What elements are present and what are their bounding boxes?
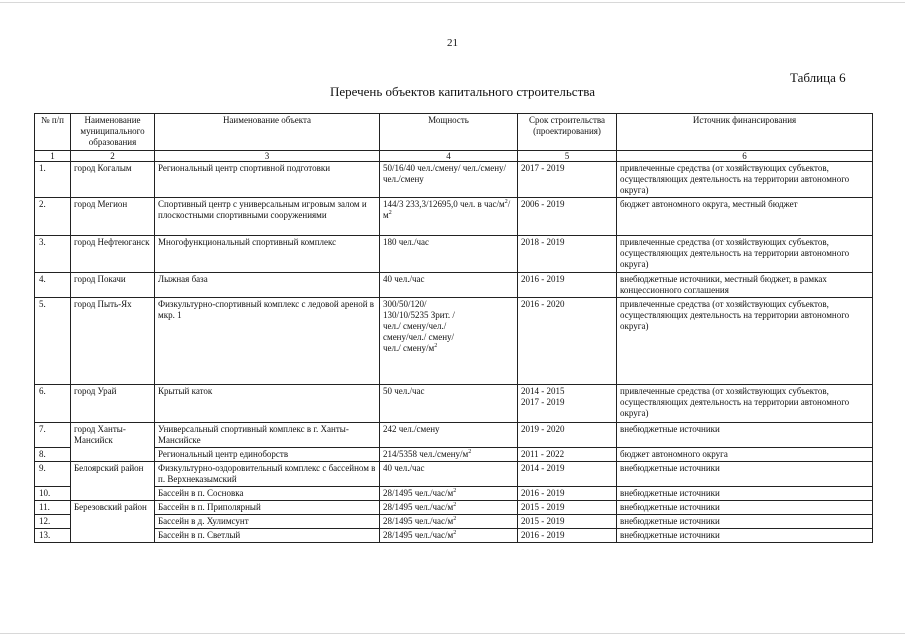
row-number: 7.: [35, 423, 71, 448]
header-capacity: Мощность: [380, 114, 518, 151]
capacity-cell: 28/1495 $чел./час/м^2$: [380, 529, 518, 543]
row-number: 13.: [35, 529, 71, 543]
header-row: [35, 114, 873, 151]
period-cell: 2019 - 2020: [518, 423, 617, 448]
header-source: Источник финансирования: [617, 114, 873, 151]
header-num: № п/п: [35, 114, 71, 151]
table-row: [35, 273, 873, 298]
source-cell: внебюджетные источники: [617, 423, 873, 448]
period-cell: 2018 - 2019: [518, 236, 617, 273]
object-cell: Физкультурно-спортивный комплекс с ледовой ареной в мкр. 1: [155, 298, 380, 385]
header-object: Наименование объекта: [155, 114, 380, 151]
source-cell: привлеченные средства (от хозяйствующих субъектов, осуществляющих деятельность на территории автономного округа): [617, 385, 873, 423]
table-row: [35, 487, 873, 501]
municipality-cell: город Пыть-Ях: [71, 298, 155, 385]
table-row: [35, 236, 873, 273]
column-number: 3: [155, 151, 380, 162]
row-number: 10.: [35, 487, 71, 501]
municipality-cell: город Покачи: [71, 273, 155, 298]
period-cell: 2017 - 2019: [518, 162, 617, 198]
table-row: [35, 162, 873, 198]
period-cell: 2015 - 2019: [518, 515, 617, 529]
period-cell: 2016 - 2020: [518, 298, 617, 385]
row-number: 2.: [35, 198, 71, 236]
object-cell: Физкультурно-оздоровительный комплекс с бассейном в п. Верхнеказымский: [155, 462, 380, 487]
capacity-cell: 144/3 233,3/12695,0 чел. в час/$м^2/м^2$: [380, 198, 518, 236]
table-label: Таблица 6: [790, 70, 846, 85]
capacity-cell: 300/50/120/ 130/10/5235 Зрит. /чел./ смену/чел./ смену/чел./ смену/чел./ смену/$м^2$: [380, 298, 518, 385]
period-cell: 2011 - 2022: [518, 448, 617, 462]
scan-edge-top: [0, 2, 905, 3]
source-cell: привлеченные средства (от хозяйствующих субъектов, осуществляющих деятельность на территории автономного округа): [617, 162, 873, 198]
source-cell: внебюджетные источники: [617, 501, 873, 515]
table-row: [35, 385, 873, 423]
table-row: [35, 529, 873, 543]
capacity-cell: 28/1495 $чел./час/м^2$: [380, 501, 518, 515]
period-cell: 2016 - 2019: [518, 273, 617, 298]
municipality-cell: Белоярский район: [71, 462, 155, 501]
municipality-cell: город Нефтеюганск: [71, 236, 155, 273]
period-cell: 2016 - 2019: [518, 529, 617, 543]
document-title: Перечень объектов капитального строительства: [330, 84, 595, 99]
capacity-cell: 40 чел./час: [380, 462, 518, 487]
table-row: [35, 423, 873, 448]
column-number: 1: [35, 151, 71, 162]
object-cell: Многофункциональный спортивный комплекс: [155, 236, 380, 273]
table-row: [35, 198, 873, 236]
capacity-cell: 180 чел./час: [380, 236, 518, 273]
source-cell: бюджет автономного округа: [617, 448, 873, 462]
source-cell: внебюджетные источники: [617, 487, 873, 501]
row-number: 12.: [35, 515, 71, 529]
page-number: 21: [447, 37, 458, 49]
object-cell: Региональный центр единоборств: [155, 448, 380, 462]
table-row: [35, 298, 873, 385]
capacity-cell: 214/5358 $чел./смену/м^2$: [380, 448, 518, 462]
period-line: 2014 - 2015: [521, 386, 565, 396]
object-cell: Бассейн в д. Хулимсунт: [155, 515, 380, 529]
source-cell: внебюджетные источники: [617, 462, 873, 487]
municipality-cell: Березовский район: [71, 501, 155, 543]
row-number: 3.: [35, 236, 71, 273]
column-number-row: [35, 151, 873, 162]
header-municipality: Наименование муниципального образования: [71, 114, 155, 151]
row-number: 11.: [35, 501, 71, 515]
capacity-cell: 242 чел./смену: [380, 423, 518, 448]
header-period: Срок строительства (проектирования): [518, 114, 617, 151]
capacity-cell: 28/1495 $чел./час/м^2$: [380, 515, 518, 529]
municipality-cell: город Когалым: [71, 162, 155, 198]
object-cell: Спортивный центр с универсальным игровым залом и плоскостными спортивными сооружениями: [155, 198, 380, 236]
source-cell: внебюджетные источники: [617, 515, 873, 529]
column-number: 2: [71, 151, 155, 162]
source-cell: внебюджетные источники: [617, 529, 873, 543]
row-number: 8.: [35, 448, 71, 462]
source-cell: привлеченные средства (от хозяйствующих субъектов, осуществляющих деятельность на территории автономного округа): [617, 236, 873, 273]
object-cell: Бассейн в п. Приполярный: [155, 501, 380, 515]
row-number: 4.: [35, 273, 71, 298]
object-cell: Крытый каток: [155, 385, 380, 423]
period-line: 2017 - 2019: [521, 397, 565, 407]
column-number: 5: [518, 151, 617, 162]
table-row: [35, 462, 873, 487]
table-row: [35, 501, 873, 515]
period-cell: [518, 385, 617, 423]
column-number: 4: [380, 151, 518, 162]
table-row: [35, 448, 873, 462]
capital-construction-table: [34, 113, 873, 543]
municipality-cell: город Мегион: [71, 198, 155, 236]
municipality-cell: город Урай: [71, 385, 155, 423]
source-cell: внебюджетные источники, местный бюджет, в рамках концессионного соглашения: [617, 273, 873, 298]
row-number: 9.: [35, 462, 71, 487]
period-cell: 2016 - 2019: [518, 487, 617, 501]
table-row: [35, 515, 873, 529]
row-number: 5.: [35, 298, 71, 385]
source-cell: привлеченные средства (от хозяйствующих субъектов, осуществляющих деятельность на территории автономного округа): [617, 298, 873, 385]
period-cell: 2014 - 2019: [518, 462, 617, 487]
scan-edge-bottom: [0, 633, 905, 634]
capacity-cell: 50/16/40 чел./смену/ чел./смену/ чел./смену: [380, 162, 518, 198]
capacity-cell: 50 чел./час: [380, 385, 518, 423]
object-cell: Универсальный спортивный комплекс в г. Ханты-Мансийске: [155, 423, 380, 448]
period-cell: 2015 - 2019: [518, 501, 617, 515]
source-cell: бюджет автономного округа, местный бюджет: [617, 198, 873, 236]
object-cell: Лыжная база: [155, 273, 380, 298]
object-cell: Бассейн в п. Светлый: [155, 529, 380, 543]
object-cell: Бассейн в п. Сосновка: [155, 487, 380, 501]
column-number: 6: [617, 151, 873, 162]
row-number: 1.: [35, 162, 71, 198]
row-number: 6.: [35, 385, 71, 423]
period-cell: 2006 - 2019: [518, 198, 617, 236]
municipality-cell: город Ханты-Мансийск: [71, 423, 155, 462]
capacity-cell: 28/1495 $чел./час/м^2$: [380, 487, 518, 501]
capacity-cell: 40 чел./час: [380, 273, 518, 298]
object-cell: Региональный центр спортивной подготовки: [155, 162, 380, 198]
